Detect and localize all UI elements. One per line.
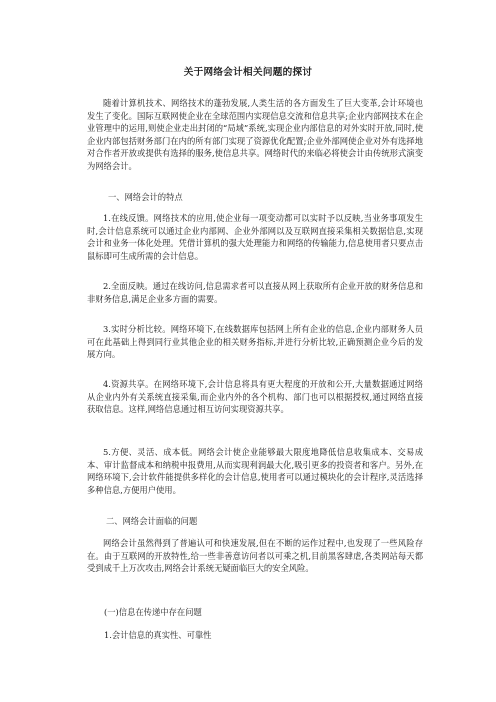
- paragraph-resource-sharing: 4.资源共享。在网络环境下,会计信息将具有更大程度的开放和公开,大量数据通过网络从企业内外有关系统直接采集,而企业内外的各个机构、部门也可以根据授权,通过网络直接获取信息。这样,网络信息通过相互访问实现资源共享。: [87, 379, 423, 415]
- paragraph-full-reflection: 2.全面反映。通过在线访问,信息需求者可以直接从网上获取所有企业开放的财务信息和非财务信息,满足企业多方面的需要。: [87, 281, 423, 304]
- paragraph-online-feedback: 1.在线反馈。网络技术的应用,使企业每一项变动都可以实时予以反映,当业务事项发生时,会计信息系统可以通过企业内部网、企业外部网以及互联网直接采集相关数据信息,实现会计和业务一体化处理。凭借计算机的强大处理能力和网络的传输能力,信息使用者只要点击鼠标即可生成所需的会计信息。: [87, 213, 423, 261]
- paragraph-problems: 网络会计虽然得到了普遍认可和快速发展,但在不断的运作过程中,也发现了一些风险存在。由于互联网的开放特性,给一些非善意访问者以可乘之机,目前黑客肆虐,各类网站每天都受到成千上万次攻击,网络会计系统无疑面临巨大的安全风险。: [87, 538, 423, 574]
- section-heading-1: 一、网络会计的特点: [108, 192, 183, 202]
- paragraph-convenience: 5.方便、灵活、成本低。网络会计使企业能够最大限度地降低信息收集成本、交易成本、审计监督成本和纳税申报费用,从而实现利润最大化,吸引更多的投资者和客户。另外,在网络环境下,会计软件能提供多样化的会计信息,使用者可以通过模块化的会计程序,灵活选择多种信息,方便用户使用。: [87, 447, 423, 495]
- section-heading-2: 二、网络会计面临的问题: [106, 516, 198, 526]
- document-title: 关于网络会计相关问题的探讨: [183, 67, 313, 78]
- paragraph-realtime-analysis: 3.实时分析比较。网络环境下,在线数据库包括网上所有企业的信息,企业内部财务人员可在此基础上得到同行业其他企业的相关财务指标,并进行分析比较,正确预测企业今后的发展方向。: [87, 324, 423, 360]
- subsection-heading: (一)信息在传递中存在问题: [104, 607, 202, 617]
- intro-paragraph: 随着计算机技术、网络技术的蓬勃发展,人类生活的各方面发生了巨大变革,会计环境也发生了变化。国际互联网使企业在全球范围内实现信息交流和信息共享;企业内部网技术在企业管理中的运用,则使企业走出封闭的“局域”系统,实现企业内部信息的对外实时开放,同时,使企业内部包括财务部门在内的所有部门实现了资源优化配置;企业外部网使企业对外有选择地对合作者开放或提供有选择的服务,使信息共享。网络时代的来临必将使会计由传统形式演变为网络会计。: [87, 98, 423, 171]
- subsection-item-heading: 1.会计信息的真实性、可靠性: [104, 630, 212, 640]
